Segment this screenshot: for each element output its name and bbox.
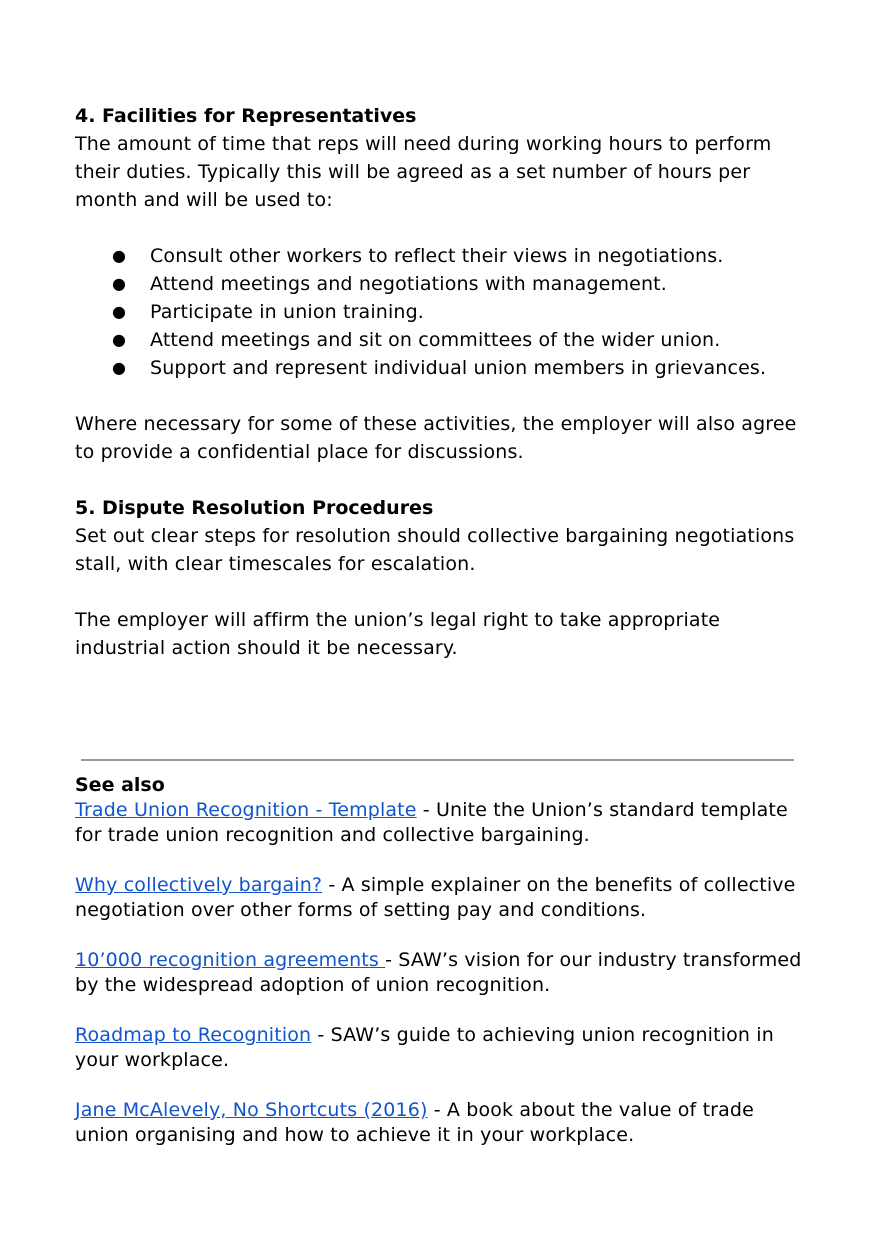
reference-link[interactable]: Roadmap to Recognition	[75, 1024, 312, 1046]
reference-item	[75, 798, 805, 848]
section-4-intro: The amount of time that reps will need during working hours to perform their duties. Typically this will be agreed as a set number of hours per month and will be used to:	[75, 133, 772, 211]
reference-item	[75, 948, 805, 998]
bullet-icon: ●	[112, 246, 127, 265]
reference-link[interactable]: 10’000 recognition agreements	[75, 949, 386, 971]
section-4-heading: 4. Facilities for Representatives	[75, 105, 417, 127]
bullet-icon: ●	[112, 302, 127, 321]
section-5-paragraph-1: Set out clear steps for resolution should collective bargaining negotiations stall, with clear timescales for escalation.	[75, 525, 795, 575]
list-item: ● Participate in union training.	[75, 298, 805, 326]
list-item: ● Support and represent individual union members in grievances.	[75, 354, 805, 382]
list-item: ● Attend meetings and sit on committees of the wider union.	[75, 326, 805, 354]
section-5-heading: 5. Dispute Resolution Procedures	[75, 497, 434, 519]
bullet-icon: ●	[112, 274, 127, 293]
reference-description: - SAW’s vision for our industry transformed by the widespread adoption of union recognition.	[75, 949, 802, 996]
document-body	[75, 102, 805, 662]
reference-item	[75, 1023, 805, 1073]
list-item: ● Consult other workers to reflect their views in negotiations.	[75, 242, 805, 270]
horizontal-divider	[81, 759, 794, 761]
reference-item	[75, 873, 805, 923]
section-5-paragraph-2: The employer will affirm the union’s legal right to take appropriate industrial action should it be necessary.	[75, 609, 721, 659]
bullet-icon: ●	[112, 330, 127, 349]
reference-link[interactable]: Why collectively bargain?	[75, 874, 323, 896]
facilities-list	[75, 242, 805, 382]
reference-description: - A book about the value of trade union organising and how to achieve it in your workplace.	[75, 1099, 754, 1146]
see-also-section	[75, 772, 805, 1173]
reference-description: - Unite the Union’s standard template for trade union recognition and collective bargaining.	[75, 799, 788, 846]
reference-link[interactable]: Trade Union Recognition - Template	[75, 799, 417, 821]
reference-description: - A simple explainer on the benefits of collective negotiation over other forms of setting pay and conditions.	[75, 874, 796, 921]
list-item: ● Attend meetings and negotiations with management.	[75, 270, 805, 298]
reference-description: - SAW’s guide to achieving union recognition in your workplace.	[75, 1024, 774, 1071]
section-4-closing: Where necessary for some of these activities, the employer will also agree to provide a confidential place for discussions.	[75, 413, 797, 463]
see-also-heading: See also	[75, 774, 165, 796]
bullet-icon: ●	[112, 358, 127, 377]
reference-link[interactable]: Jane McAlevely, No Shortcuts (2016)	[75, 1099, 428, 1121]
reference-item	[75, 1098, 805, 1148]
